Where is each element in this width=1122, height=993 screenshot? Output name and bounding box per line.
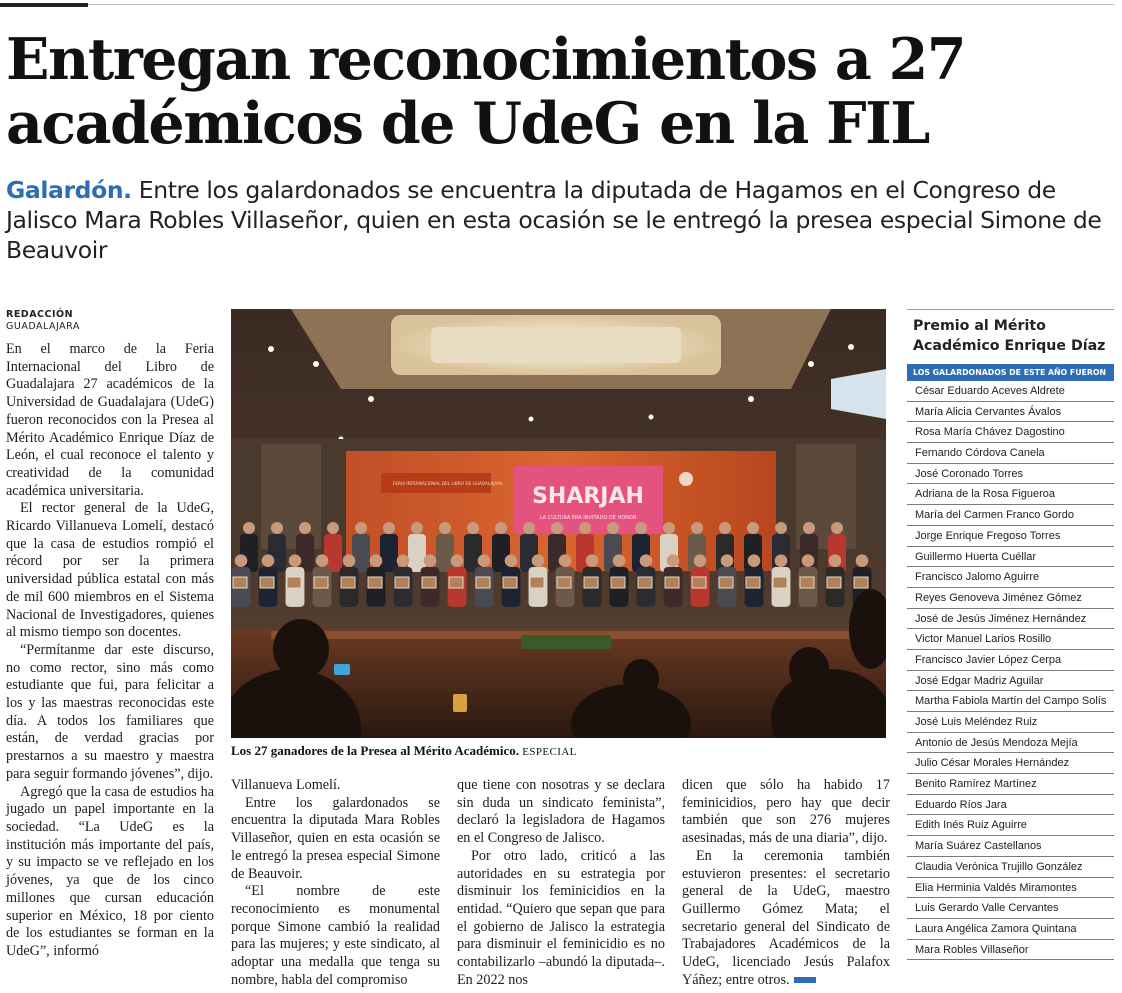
award-plaque [422, 577, 436, 588]
person-head [355, 522, 367, 534]
person-head [262, 554, 275, 567]
top-rule [0, 4, 1114, 5]
award-plaque [557, 577, 571, 588]
person-head [829, 554, 842, 567]
award-plaque [665, 577, 679, 588]
person-head [640, 554, 653, 567]
person-head [803, 522, 815, 534]
person-head [271, 522, 283, 534]
person-head [343, 554, 356, 567]
paragraph [682, 848, 890, 990]
person-head [299, 522, 311, 534]
person-head [635, 522, 647, 534]
article-end-mark [794, 977, 816, 983]
person-figure [296, 534, 314, 572]
award-plaque [584, 577, 598, 588]
ceremony-photo [231, 309, 886, 738]
person-head [559, 554, 572, 567]
winner-list-item: Jorge Enrique Fregoso Torres [907, 526, 1114, 547]
paragraph: dicen que sólo ha habido 17 feminicidios, pero hay que decir también que son 276 mujeres asesinadas, más de una diaria”, dijo. [682, 777, 890, 847]
deck [6, 175, 1106, 265]
winner-list-item: Edith Inés Ruiz Aguirre [907, 815, 1114, 836]
person-figure [464, 534, 482, 572]
person-head [243, 522, 255, 534]
winner-list-item: Rosa María Chávez Dagostino [907, 422, 1114, 443]
winner-list-item: Martha Fabiola Martín del Campo Solís [907, 691, 1114, 712]
top-rule-accent [0, 3, 88, 7]
winner-list-item: Eduardo Ríos Jara [907, 795, 1114, 816]
person-head [467, 522, 479, 534]
winner-list-item: Laura Angélica Zamora Quintana [907, 919, 1114, 940]
award-plaque [800, 577, 814, 588]
article-column-4 [682, 777, 890, 989]
winner-list-item: José Coronado Torres [907, 464, 1114, 485]
person-head [802, 554, 815, 567]
person-head [289, 554, 302, 567]
winner-list-item: Adriana de la Rosa Figueroa [907, 484, 1114, 505]
paragraph: “Permítanme dar este discurso, no como rector, sino más como estudiante que fui, para felicitar a los y las maestras reconocidas este día. A todos los familiares que están, de verdad gracias por prestarnos a su maestro y maestra para seguir formando jóvenes”, dijo. [6, 641, 214, 782]
caption-text: Los 27 ganadores de la Presea al Mérito Académico. [231, 743, 520, 758]
award-plaque [395, 577, 409, 588]
person-head [613, 554, 626, 567]
ceremony-photo-illustration [231, 309, 886, 738]
sidebar-title: Premio al Mérito Académico Enrique Díaz [913, 318, 1106, 354]
deck-kicker: Galardón. [6, 176, 132, 204]
winners-sidebar [907, 309, 1114, 960]
person-head [495, 522, 507, 534]
article-column-1 [6, 341, 214, 961]
award-plaque [773, 577, 787, 588]
person-head [478, 554, 491, 567]
article-column-2 [231, 777, 440, 989]
person-head [439, 522, 451, 534]
deck-text: Entre los galardonados se encuentra la diputada de Hagamos en el Congreso de Jalisco Mara Robles Villaseñor, quien en esta ocasión se le entregó la presea especial Simone de Beauvoir [6, 176, 1102, 264]
winner-list-item: José Luis Meléndez Ruiz [907, 712, 1114, 733]
person-head [505, 554, 518, 567]
award-plaque [341, 577, 355, 588]
winner-list-item: José Edgar Madriz Aguilar [907, 671, 1114, 692]
person-head [748, 554, 761, 567]
stage-screen-subtitle: LA CULTURA ERA INVITADO DE HONOR [539, 515, 637, 521]
person-head [775, 522, 787, 534]
award-plaque [233, 577, 247, 588]
winner-list-item: Guillermo Huerta Cuéllar [907, 547, 1114, 568]
winner-list-item: Julio César Morales Hernández [907, 753, 1114, 774]
award-plaque [611, 577, 625, 588]
person-figure [408, 534, 426, 572]
person-head [586, 554, 599, 567]
person-figure [688, 534, 706, 572]
winner-list-item: Benito Ramírez Martínez [907, 774, 1114, 795]
paragraph: Por otro lado, criticó a las autoridades en su estrategia por disminuir los feminicidios en la entidad. “Quiero que sepan que para el gobierno de Jalisco la estrategia para disminuir el feminicidio es no contabilizarlo –abundó la diputada–. En 2022 nos [457, 847, 665, 988]
award-plaque [503, 577, 517, 588]
winner-list-item: María Alicia Cervantes Ávalos [907, 402, 1114, 423]
award-plaque [638, 577, 652, 588]
winner-list-item: Luis Gerardo Valle Cervantes [907, 898, 1114, 919]
paragraph: que tiene con nosotras y se declara sin duda un sindicato feminista”, declaró la legisladora de Hagamos en el Congreso de Jalisco. [457, 777, 665, 847]
person-head [747, 522, 759, 534]
winner-list-item: María Suárez Castellanos [907, 836, 1114, 857]
paragraph: Entre los galardonados se encuentra la diputada Mara Robles Villaseñor, quien en esta ocasión se le entregó la presea especial Simone de Beauvoir. [231, 794, 440, 882]
paragraph: El rector general de la UdeG, Ricardo Villanueva Lomelí, destacó que la casa de estudios rompió el récord por ser la primera universidad pública estatal con más de mil 600 miembros en el Sistema Nacional de Investigadores, quienes al mismo tiempo son docentes. [6, 500, 214, 641]
headline: Entregan reconocimientos a 27 académicos de UdeG en la FIL [6, 26, 965, 157]
person-head [579, 522, 591, 534]
person-head [694, 554, 707, 567]
award-plaque [287, 577, 301, 588]
person-head [235, 554, 248, 567]
photo-caption [231, 743, 891, 759]
byline-author: REDACCIÓN [6, 309, 74, 320]
paragraph: Villanueva Lomelí. [231, 777, 341, 793]
person-head [383, 522, 395, 534]
winner-list-item: Fernando Córdova Canela [907, 443, 1114, 464]
person-head [775, 554, 788, 567]
stage-screen-title: SHARJAH [532, 484, 644, 509]
award-plaque [476, 577, 490, 588]
person-head [856, 554, 869, 567]
award-plaque [449, 577, 463, 588]
person-figure [324, 534, 342, 572]
award-plaque [314, 577, 328, 588]
person-head [327, 522, 339, 534]
person-head [551, 522, 563, 534]
winner-list-item: Francisco Javier López Cerpa [907, 650, 1114, 671]
winner-list-item: Mara Robles Villaseñor [907, 940, 1114, 961]
person-head [451, 554, 464, 567]
person-figure [436, 534, 454, 572]
byline-place: GUADALAJARA [6, 321, 80, 332]
award-plaque [260, 577, 274, 588]
person-head [424, 554, 437, 567]
person-head [691, 522, 703, 534]
person-figure [492, 534, 510, 572]
sidebar-label: LOS GALARDONADOS DE ESTE AÑO FUERON [907, 364, 1114, 381]
person-head [667, 554, 680, 567]
byline [6, 309, 80, 333]
caption-credit: ESPECIAL [522, 746, 577, 758]
person-head [370, 554, 383, 567]
person-head [316, 554, 329, 567]
winner-list-item: Francisco Jalomo Aguirre [907, 567, 1114, 588]
winner-list-item: Victor Manuel Larios Rosillo [907, 629, 1114, 650]
award-plaque [854, 577, 868, 588]
winner-list-item: Claudia Verónica Trujillo González [907, 857, 1114, 878]
person-head [397, 554, 410, 567]
paragraph: Agregó que la casa de estudios ha jugado un papel importante en la sociedad. “La UdeG es la institución más importante del país, y su impacto se ve reflejado en los jóvenes, ya que de los cinco millones que cursan educación superior en México, 18 por ciento de los estudiantes se forman en la UdeG”, informó [6, 783, 214, 959]
stage-banner-text: FERIA INTERNACIONAL DEL LIBRO DE GUADALAJARA [393, 481, 503, 486]
winner-list-item: César Eduardo Aceves Aldrete [907, 381, 1114, 402]
winner-list-item: Elia Herminia Valdés Miramontes [907, 878, 1114, 899]
paragraph: En el marco de la Feria Internacional del Libro de Guadalajara 27 académicos de la Universidad de Guadalajara (UdeG) fueron reconocidos con la Presea al Mérito Académico Enrique Díaz de León, el cual reconoce el talento y creatividad de la comunidad académica universitaria. [6, 341, 214, 499]
award-plaque [530, 577, 544, 588]
paragraph: “El nombre de este reconocimiento es monumental porque Simone cambió la realidad para las mujeres; y este sindicato, al adoptar una medalla que tenga su nombre, habla del compromiso [231, 883, 440, 988]
award-plaque [746, 577, 760, 588]
winner-list-item: Reyes Genoveva Jiménez Gómez [907, 588, 1114, 609]
winner-list-item: María del Carmen Franco Gordo [907, 505, 1114, 526]
person-head [831, 522, 843, 534]
winner-list [907, 381, 1114, 960]
winner-list-item: Antonio de Jesús Mendoza Mejía [907, 733, 1114, 754]
paragraph-text: En la ceremonia también estuvieron presentes: el secretario general de la UdeG, maestro Guillermo Gómez Mata; el secretario general del Sindicato de Trabajadores Académicos de la UdeG, licenciado Jesús Palafox Yáñez; entre otros. [682, 847, 890, 988]
person-head [607, 522, 619, 534]
person-head [719, 522, 731, 534]
person-head [523, 522, 535, 534]
person-head [721, 554, 734, 567]
person-figure [352, 534, 370, 572]
person-head [532, 554, 545, 567]
person-head [411, 522, 423, 534]
award-plaque [719, 577, 733, 588]
award-plaque [368, 577, 382, 588]
article-column-3 [457, 777, 665, 989]
winner-list-item: José de Jesús Jiménez Hernández [907, 609, 1114, 630]
person-head [663, 522, 675, 534]
person-figure [380, 534, 398, 572]
award-plaque [827, 577, 841, 588]
award-plaque [692, 577, 706, 588]
